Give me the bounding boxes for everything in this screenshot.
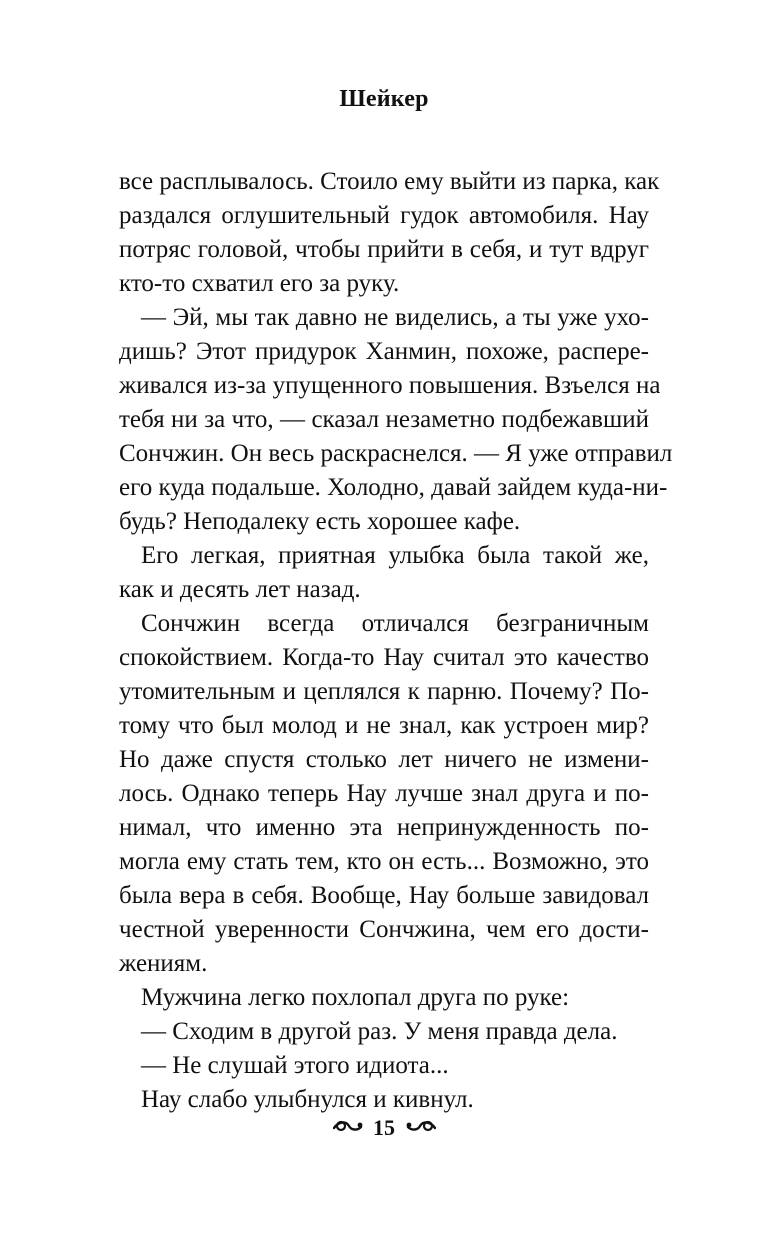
scroll-ornament-left-icon [333, 1116, 365, 1140]
text-line: потряс головой, чтобы прийти в себя, и тут вдруг [119, 236, 649, 263]
text-line: спокойствием. Когда-то Нау считал это качество [119, 644, 649, 671]
text-line: раздался оглушительный гудок автомобиля. Нау [119, 202, 649, 229]
scroll-ornament-right-icon [404, 1116, 436, 1140]
page-folio [0, 1114, 768, 1140]
text-line: честной уверенности Сончжина, чем его дости- [119, 916, 649, 943]
text-line: кто-то схватил его за руку. [119, 270, 400, 297]
text-line: — Эй, мы так давно не виделись, а ты уже ухо- [141, 304, 649, 331]
text-line: будь? Неподалеку есть хорошее кафе. [119, 508, 521, 535]
text-line: его куда подальше. Холодно, давай зайдем куда-ни- [119, 474, 668, 501]
text-line: Мужчина легко похлопал друга по руке: [141, 984, 570, 1011]
text-line: Сончжин. Он весь раскраснелся. — Я уже отправил [119, 440, 673, 467]
text-line: Его легкая, приятная улыбка была такой же, [141, 542, 649, 569]
text-line: дишь? Этот придурок Ханмин, похоже, распере- [119, 338, 649, 365]
text-line: живался из-за упущенного повышения. Взъелся на [119, 372, 661, 399]
running-head-title: Шейкер [339, 86, 429, 112]
text-line: нимал, что именно эта непринужденность по- [119, 814, 649, 841]
text-line: лось. Однако теперь Нау лучше знал друга и по- [119, 780, 649, 807]
text-line: Но даже спустя столько лет ничего не измени- [119, 746, 649, 773]
text-line: жениям. [119, 950, 208, 977]
page-number: 15 [373, 1114, 395, 1140]
text-line: — Сходим в другой раз. У меня правда дела. [141, 1018, 618, 1045]
text-line: утомительным и цеплялся к парню. Почему? По- [119, 678, 649, 705]
body-text [119, 165, 673, 1117]
text-line: Нау слабо улыбнулся и кивнул. [141, 1086, 474, 1113]
text-line: тому что был молод и не знал, как устроен мир? [119, 712, 649, 739]
text-line: Сончжин всегда отличался безграничным [141, 610, 649, 637]
text-line: как и десять лет назад. [119, 576, 361, 603]
text-line: тебя ни за что, — сказал незаметно подбежавший [119, 406, 649, 433]
text-line: могла ему стать тем, кто он есть... Возможно, это [119, 848, 649, 875]
text-line: все расплывалось. Стоило ему выйти из парка, как [119, 168, 660, 195]
text-line: была вера в себя. Вообще, Нау больше завидовал [119, 882, 649, 909]
text-line: — Не слушай этого идиота... [141, 1052, 449, 1079]
